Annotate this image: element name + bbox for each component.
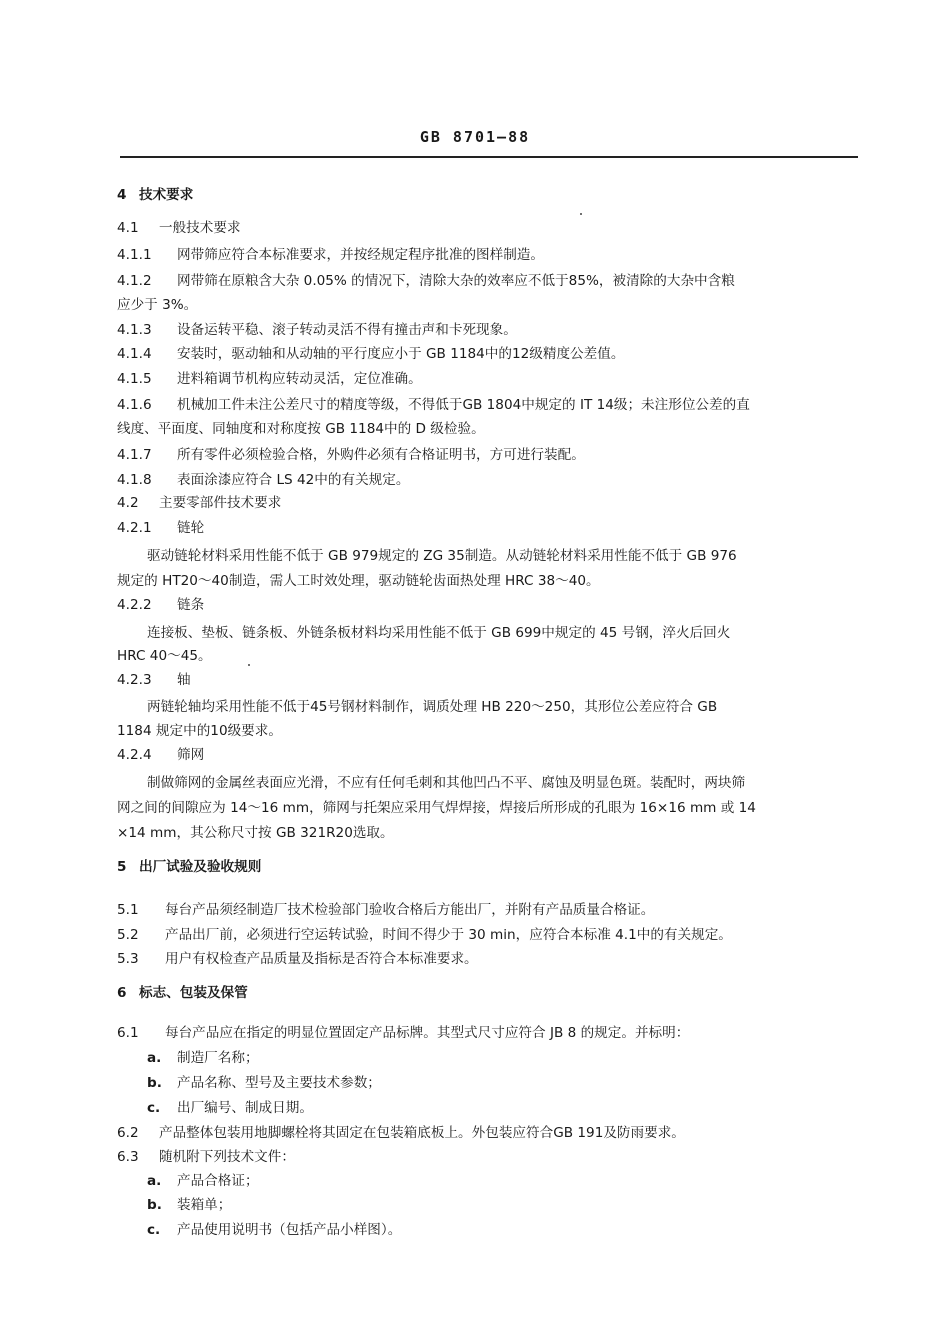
list-item: b. 装箱单； (147, 1197, 232, 1213)
clause-4-2-4-line: 制做筛网的金属丝表面应光滑，不应有任何毛刺和其他凹凸不平、腐蚀及明显色斑。装配时，两块筛 (147, 775, 746, 791)
clause-4-1-8: 4.1.8 表面涂漆应符合 LS 42中的有关规定。 (117, 472, 410, 488)
clause-4-2-4-heading: 4.2.4 筛网 (117, 747, 205, 763)
list-item: a. 制造厂名称； (147, 1050, 259, 1066)
clause-5-1: 5.1 每台产品须经制造厂技术检验部门验收合格后方能出厂，并附有产品质量合格证。 (117, 902, 655, 918)
list-item: b. 产品名称、型号及主要技术参数； (147, 1075, 381, 1091)
clause-4-2-2-line: HRC 40～45。 (117, 648, 212, 664)
clause-5-3: 5.3 用户有权检查产品质量及指标是否符合本标准要求。 (117, 951, 478, 967)
clause-6-3: 6.3 随机附下列技术文件： (117, 1149, 295, 1165)
clause-4-2-4-line: 网之间的间隙应为 14～16 mm，筛网与托架应采用气焊焊接，焊接后所形成的孔眼为 16×16 mm 或 14 (117, 800, 756, 816)
clause-4-1-7: 4.1.7 所有零件必须检验合格，外购件必须有合格证明书，方可进行装配。 (117, 447, 585, 463)
section-6-heading: 6 标志、包装及保管 (117, 985, 248, 1001)
clause-4-2-1-line: 驱动链轮材料采用性能不低于 GB 979规定的 ZG 35制造。从动链轮材料采用性能不低于 GB 976 (147, 548, 737, 564)
standard-header: GB 8701—88 (419, 128, 531, 146)
list-item: c. 出厂编号、制成日期。 (147, 1100, 313, 1116)
header-rule (120, 156, 858, 158)
scan-speck (580, 213, 582, 215)
clause-4-1-2-cont: 应少于 3%。 (117, 297, 198, 313)
clause-4-2-3-line: 1184 规定中的10级要求。 (117, 723, 282, 739)
section-4-heading: 4 技术要求 (117, 187, 194, 203)
clause-4-2-1-heading: 4.2.1 链轮 (117, 520, 205, 536)
clause-4-1-5: 4.1.5 进料箱调节机构应转动灵活，定位准确。 (117, 371, 422, 387)
clause-4-2-3-line: 两链轮轴均采用性能不低于45号钢材料制作，调质处理 HB 220～250，其形位公差应符合 GB (147, 699, 718, 715)
clause-4-2-4-line: ×14 mm，其公称尺寸按 GB 321R20选取。 (117, 825, 394, 841)
clause-4-2-2-heading: 4.2.2 链条 (117, 597, 205, 613)
list-item: c. 产品使用说明书（包括产品小样图）。 (147, 1222, 402, 1238)
clause-5-2: 5.2 产品出厂前，必须进行空运转试验，时间不得少于 30 min，应符合本标准 4.1中的有关规定。 (117, 927, 732, 943)
clause-4-2-2-line: 连接板、垫板、链条板、外链条板材料均采用性能不低于 GB 699中规定的 45 号钢，淬火后回火 (147, 625, 731, 641)
clause-4-1-3: 4.1.3 设备运转平稳、滚子转动灵活不得有撞击声和卡死现象。 (117, 322, 517, 338)
section-4-2-heading: 4.2 主要零部件技术要求 (117, 495, 282, 511)
clause-4-1-6-cont: 线度、平面度、同轴度和对称度按 GB 1184中的 D 级检验。 (117, 421, 485, 437)
clause-4-2-1-line: 规定的 HT20～40制造，需人工时效处理，驱动链轮齿面热处理 HRC 38～40。 (117, 573, 600, 589)
list-item: a. 产品合格证； (147, 1173, 259, 1189)
scan-speck (248, 664, 250, 666)
clause-6-1: 6.1 每台产品应在指定的明显位置固定产品标牌。其型式尺寸应符合 JB 8 的规定。并标明： (117, 1025, 690, 1041)
clause-6-2: 6.2 产品整体包装用地脚螺栓将其固定在包装箱底板上。外包装应符合GB 191及防雨要求。 (117, 1125, 685, 1141)
clause-4-1-1: 4.1.1 网带筛应符合本标准要求，并按经规定程序批准的图样制造。 (117, 247, 545, 263)
section-4-1-heading: 4.1 一般技术要求 (117, 220, 241, 236)
clause-4-1-6: 4.1.6 机械加工件未注公差尺寸的精度等级，不得低于GB 1804中规定的 IT 14级；未注形位公差的直 (117, 397, 750, 413)
section-5-heading: 5 出厂试验及验收规则 (117, 859, 262, 875)
clause-4-2-3-heading: 4.2.3 轴 (117, 672, 191, 688)
clause-4-1-4: 4.1.4 安装时，驱动轴和从动轴的平行度应小于 GB 1184中的12级精度公差值。 (117, 346, 625, 362)
clause-4-1-2: 4.1.2 网带筛在原粮含大杂 0.05% 的情况下，清除大杂的效率应不低于85%，被清除的大杂中含粮 (117, 273, 735, 289)
